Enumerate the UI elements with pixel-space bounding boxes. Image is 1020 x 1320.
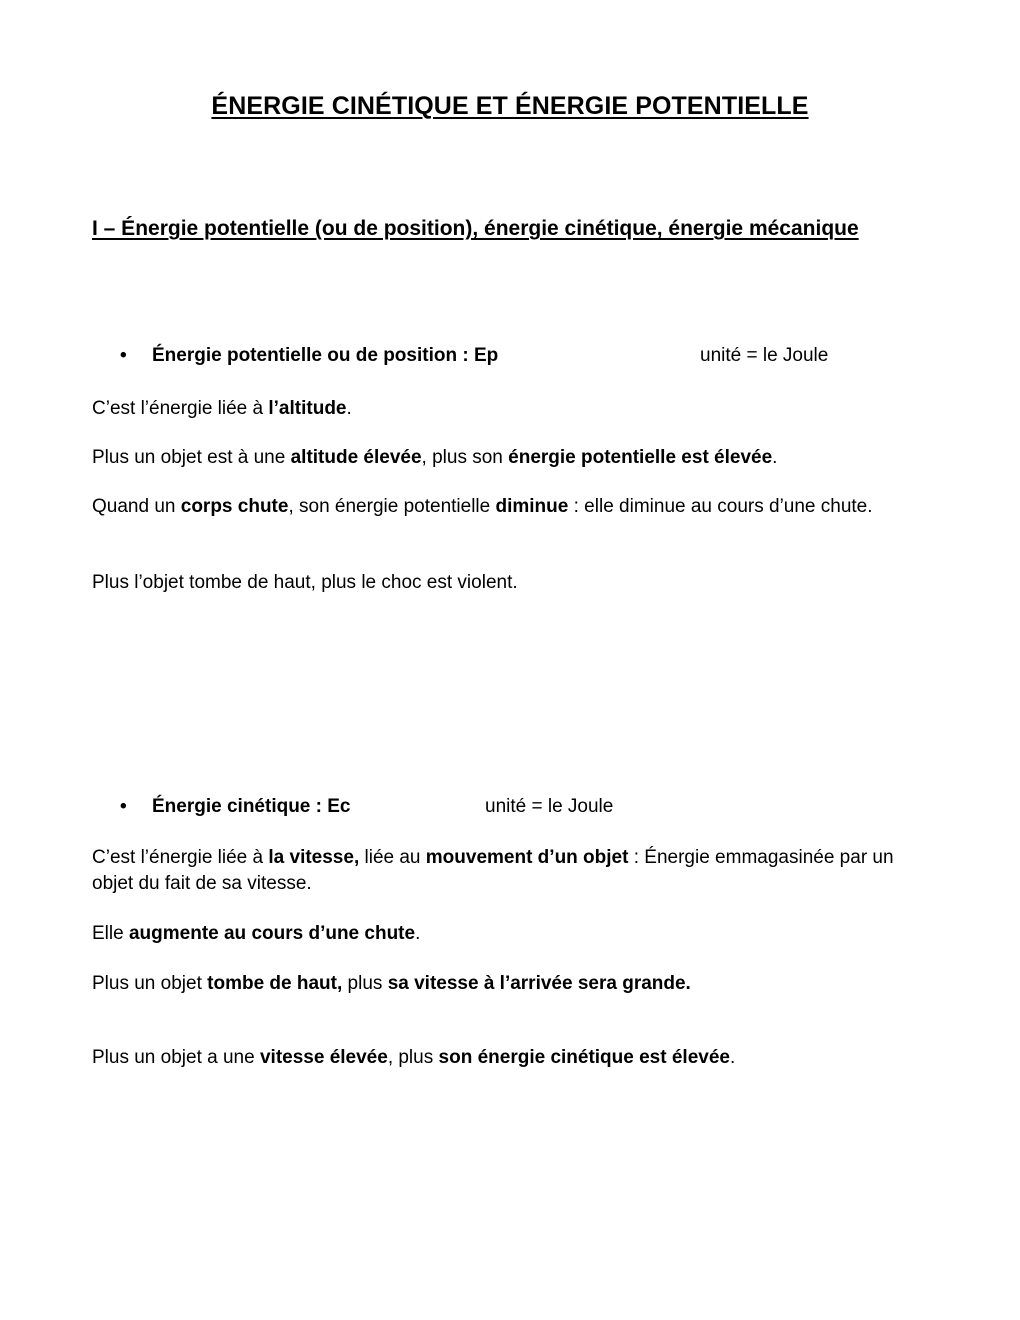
text-run: , plus son [421, 447, 509, 468]
bullet-dot-icon: • [120, 796, 127, 817]
text-run: : Énergie emmagasinée par un objet du fait de sa vitesse. [92, 847, 894, 895]
text-run-bold: sa vitesse à l’arrivée sera grande. [387, 973, 691, 994]
paragraph-ec-1 [92, 845, 930, 897]
text-run-bold: son énergie cinétique est élevée [438, 1047, 730, 1068]
paragraph-ep-4: Plus l’objet tombe de haut, plus le choc est violent. [92, 572, 518, 593]
text-run-bold: l’altitude [268, 398, 347, 419]
document-title-text: ÉNERGIE CINÉTIQUE ET ÉNERGIE POTENTIELLE [211, 92, 809, 120]
text-run-bold: diminue [495, 496, 569, 517]
text-run: Quand un [92, 496, 181, 517]
text-run-bold: corps chute [180, 496, 289, 517]
document-title [92, 92, 928, 122]
paragraph-ec-3 [92, 971, 930, 997]
text-run: . [729, 1047, 736, 1068]
text-run: liée au [359, 847, 426, 868]
text-run: , son énergie potentielle [288, 496, 496, 517]
text-run: . [415, 923, 421, 944]
unit-label-ep: unité = le Joule [700, 345, 829, 366]
text-run-bold: mouvement d’un objet [425, 847, 629, 868]
text-run: Plus un objet est à une [92, 447, 291, 468]
paragraph-ec-4 [92, 1045, 930, 1071]
text-run-bold: augmente au cours d’une chute [128, 923, 416, 944]
text-run-bold: tombe de haut, [207, 973, 343, 994]
section-heading-i: I – Énergie potentielle (ou de position), énergie cinétique, énergie mécanique [92, 217, 859, 240]
text-run: Elle [92, 923, 129, 944]
bullet-item-energie-potentielle [120, 344, 930, 369]
paragraph-ep-2 [92, 445, 930, 471]
text-run-bold: altitude élevée [290, 447, 422, 468]
text-run: Plus un objet [92, 973, 208, 994]
bullet-dot-icon: • [120, 345, 127, 366]
text-run: Plus un objet a une [92, 1047, 260, 1068]
text-run: . [346, 398, 352, 419]
text-run-bold: la vitesse, [268, 847, 360, 868]
unit-label-ec: unité = le Joule [485, 796, 614, 817]
paragraph-ep-3 [92, 494, 930, 520]
text-run: , plus [387, 1047, 439, 1068]
text-run-bold: vitesse élevée [259, 1047, 388, 1068]
text-run: . [772, 447, 778, 468]
paragraph-ec-2 [92, 921, 930, 947]
text-run: C’est l’énergie liée à [92, 398, 269, 419]
text-run: plus [342, 973, 388, 994]
bullet-item-energie-cinetique [120, 795, 930, 820]
text-run: : elle diminue au cours d’une chute. [568, 496, 873, 517]
bullet-label-energie-potentielle: Énergie potentielle ou de position : Ep [152, 345, 499, 366]
text-run: C’est l’énergie liée à [92, 847, 269, 868]
paragraph-ep-1 [92, 396, 930, 422]
text-run-bold: énergie potentielle est élevée [508, 447, 773, 468]
bullet-label-energie-cinetique: Énergie cinétique : Ec [152, 796, 351, 817]
